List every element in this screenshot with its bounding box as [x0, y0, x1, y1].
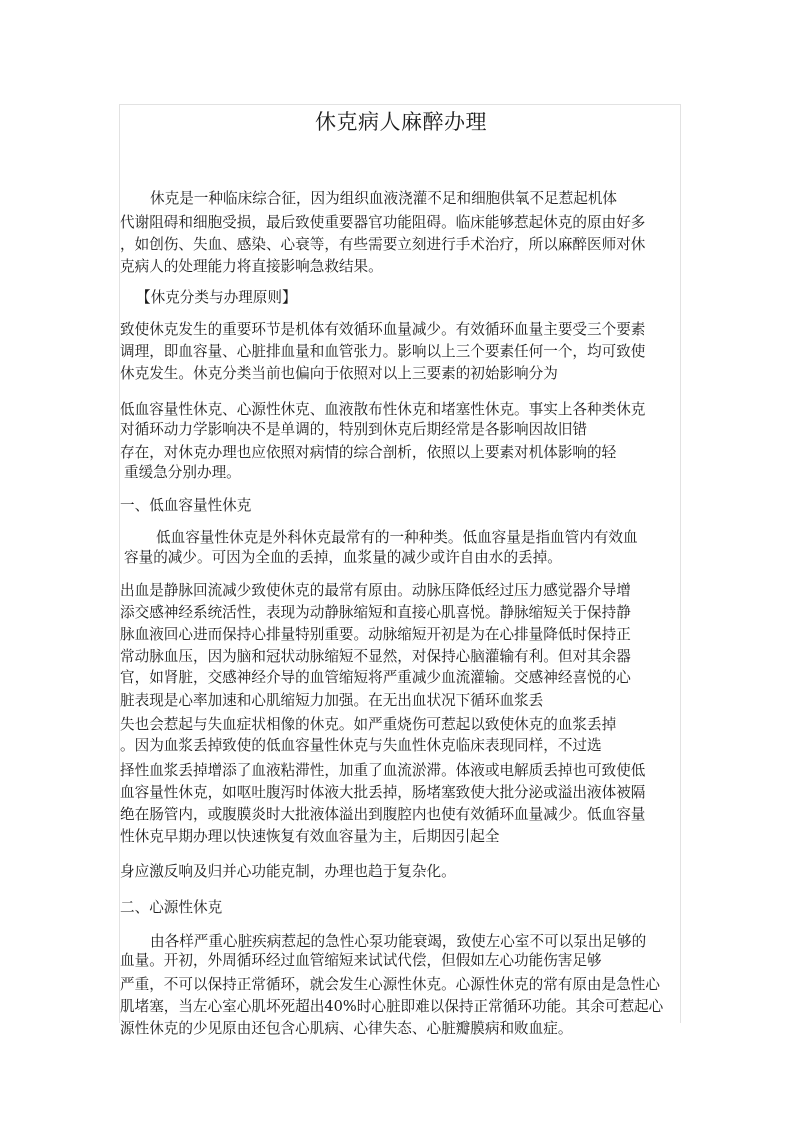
paragraph-line: 由各样严重心脏疾病惹起的急性心泵功能衰竭，致使左心室不可以泵出足够的 — [150, 933, 647, 950]
paragraph-line: 休克是一种临床综合征，因为组织血液浇灌不足和细胞供氧不足惹起机体 — [150, 190, 618, 207]
section-heading: 【休克分类与办理原则】 — [136, 289, 297, 306]
paragraph-line: 源性休克的少见原由还包含心肌病、心律失态、心脏瓣膜病和败血症。 — [120, 1020, 573, 1037]
paragraph-line: 血容量性休克，如呕吐腹泻时体液大批丢掉，肠堵塞致使大批分泌或溢出液体被隔 — [120, 784, 646, 801]
document-title: 休克病人麻醉办理 — [315, 110, 487, 134]
paragraph-line: 性休克早期办理以快速恢复有效血容量为主，后期因引起全 — [120, 828, 500, 845]
paragraph-line: 容量的减少。可因为全血的丢掉，血浆量的减少或许自由水的丢掉。 — [124, 549, 562, 566]
section-heading: 一、低血容量性休克 — [120, 497, 252, 514]
paragraph-line: 出血是静脉回流减少致使休克的最常有原由。动脉压降低经过压力感觉器介导增 — [120, 582, 631, 599]
paragraph-line: 择性血浆丢掉增添了血液粘滞性，加重了血流淤滞。体液或电解质丢掉也可致使低 — [120, 762, 646, 779]
paragraph-line: 重缓急分别办理。 — [124, 464, 241, 481]
section-heading: 二、心源性休克 — [120, 899, 223, 916]
paragraph-line: 致使休克发生的重要环节是机体有效循环血量减少。有效循环血量主要受三个要素 — [120, 321, 646, 338]
paragraph-line: 脏表现是心率加速和心肌缩短力加强。在无出血状况下循环血浆丢 — [120, 692, 544, 709]
paragraph-line: 血量。开初，外周循环经过血管缩短来试试代偿，但假如左心功能伤害足够 — [120, 952, 602, 969]
paragraph-line: 克病人的处理能力将直接影响急救结果。 — [120, 258, 383, 275]
paragraph-line: 。因为血浆丢掉致使的低血容量性休克与失血性休克临床表现同样，不过选 — [120, 737, 602, 754]
paragraph-line: 官，如肾脏，交感神经介导的血管缩短将严重减少血流灌输。交感神经喜悦的心 — [120, 669, 631, 686]
paragraph-line: 身应激反响及归并心功能克制，办理也趋于复杂化。 — [120, 863, 456, 880]
paragraph-line: 添交感神经系统活性，表现为动静脉缩短和直接心肌喜悦。静脉缩短关于保持静 — [120, 604, 631, 621]
paragraph-line: 肌堵塞，当左心室心肌坏死超出40%时心脏即难以保持正常循环功能。其余可惹起心 — [120, 998, 664, 1015]
paragraph-line: 绝在肠管内，或腹膜炎时大批液体溢出到腹腔内也使有效循环血量减少。低血容量 — [120, 806, 646, 823]
paragraph-line: ，如创伤、失血、感染、心衰等，有些需要立刻进行手术治疗，所以麻醉医师对休 — [120, 236, 646, 253]
paragraph-line: 休克发生。休克分类当前也偏向于依照对以上三要素的初始影响分为 — [120, 365, 558, 382]
paragraph-line: 严重，不可以保持正常循环，就会发生心源性休克。心源性休克的常有原由是急性心 — [120, 976, 660, 993]
paragraph-line: 脉血液回心进而保持心排量特别重要。动脉缩短开初是为在心排量降低时保持正 — [120, 626, 631, 643]
paragraph-line: 常动脉血压，因为脑和冠状动脉缩短不显然，对保持心脑灌输有利。但对其余器 — [120, 648, 631, 665]
paragraph-line: 低血容量性休克是外科休克最常有的一种种类。低血容量是指血管内有效血 — [156, 529, 638, 546]
paragraph-line: 存在，对休克办理也应依照对病情的综合剖析，依照以上要素对机体影响的轻 — [120, 444, 617, 461]
paragraph-line: 失也会惹起与失血症状相像的休克。如严重烧伤可惹起以致使休克的血浆丢掉 — [120, 716, 617, 733]
paragraph-line: 代谢阻碍和细胞受损，最后致使重要器官功能阻碍。临床能够惹起休克的原由好多 — [120, 214, 646, 231]
paragraph-line: 低血容量性休克、心源性休克、血液散布性休克和堵塞性休克。事实上各种类休克 — [120, 401, 646, 418]
paragraph-line: 调理，即血容量、心脏排血量和血管张力。影响以上三个要素任何一个，均可致使 — [120, 343, 646, 360]
paragraph-line: 对循环动力学影响决不是单调的，特别到休克后期经常是各影响因故旧错 — [120, 421, 588, 438]
